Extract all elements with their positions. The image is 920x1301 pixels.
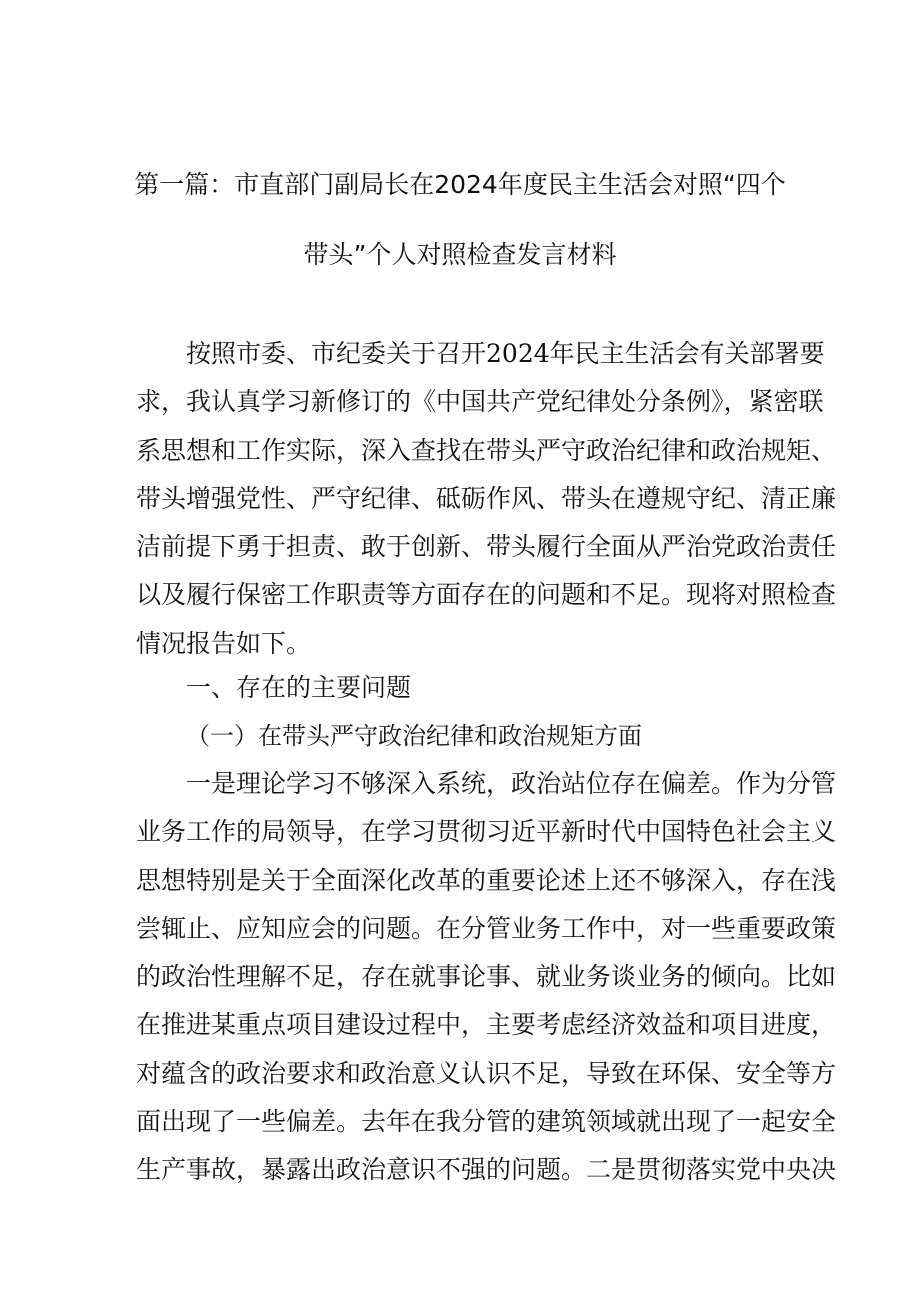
body-line: 对蕴含的政治要求和政治意义认识不足，导致在环保、安全等方 (136, 1058, 837, 1088)
intro-line: 情况报告如下。 (136, 628, 312, 658)
intro-line: 按照市委、市纪委关于召开2024年民主生活会有关部署要 (186, 339, 825, 368)
body-line: 生产事故，暴露出政治意识不强的问题。二是贯彻落实党中央决 (136, 1155, 837, 1185)
intro-line: 求，我认真学习新修订的《中国共产党纪律处分条例》，紧密联 (136, 387, 824, 417)
body-line: 在推进某重点项目建设过程中，主要考虑经济效益和项目进度， (136, 1010, 837, 1040)
body-line: 面出现了一些偏差。去年在我分管的建筑领域就出现了一起安全 (136, 1107, 837, 1137)
intro-line: 以及履行保密工作职责等方面存在的问题和不足。现将对照检查 (136, 580, 837, 610)
body-line: 尝辄止、应知应会的问题。在分管业务工作中，对一些重要政策 (136, 913, 837, 943)
body-line: 的政治性理解不足，存在就事论事、就业务谈业务的倾向。比如 (136, 962, 837, 992)
intro-line: 洁前提下勇于担责、敢于创新、带头履行全面从严治党政治责任 (136, 532, 837, 562)
body-line: 一是理论学习不够深入系统，政治站位存在偏差。作为分管 (186, 769, 837, 798)
body-paragraph (136, 760, 837, 1195)
subsection-heading: （一）在带头严守政治纪律和政治规矩方面 (186, 722, 642, 750)
body-line: 业务工作的局领导，在学习贯彻习近平新时代中国特色社会主义 (136, 817, 837, 847)
intro-line: 系思想和工作实际，深入查找在带头严守政治纪律和政治规矩、 (136, 435, 837, 465)
section-heading: 一、存在的主要问题 (186, 673, 412, 702)
document-title-line-2: 带头”个人对照检查发言材料 (303, 240, 617, 269)
document-title-line-1: 第一篇：市直部门副局长在2024年度民主生活会对照“四个 (134, 170, 786, 199)
intro-line: 带头增强党性、严守纪律、砥砺作风、带头在遵规守纪、清正廉 (136, 483, 837, 513)
intro-paragraph (136, 330, 837, 668)
body-line: 思想特别是关于全面深化改革的重要论述上还不够深入，存在浅 (136, 865, 837, 895)
